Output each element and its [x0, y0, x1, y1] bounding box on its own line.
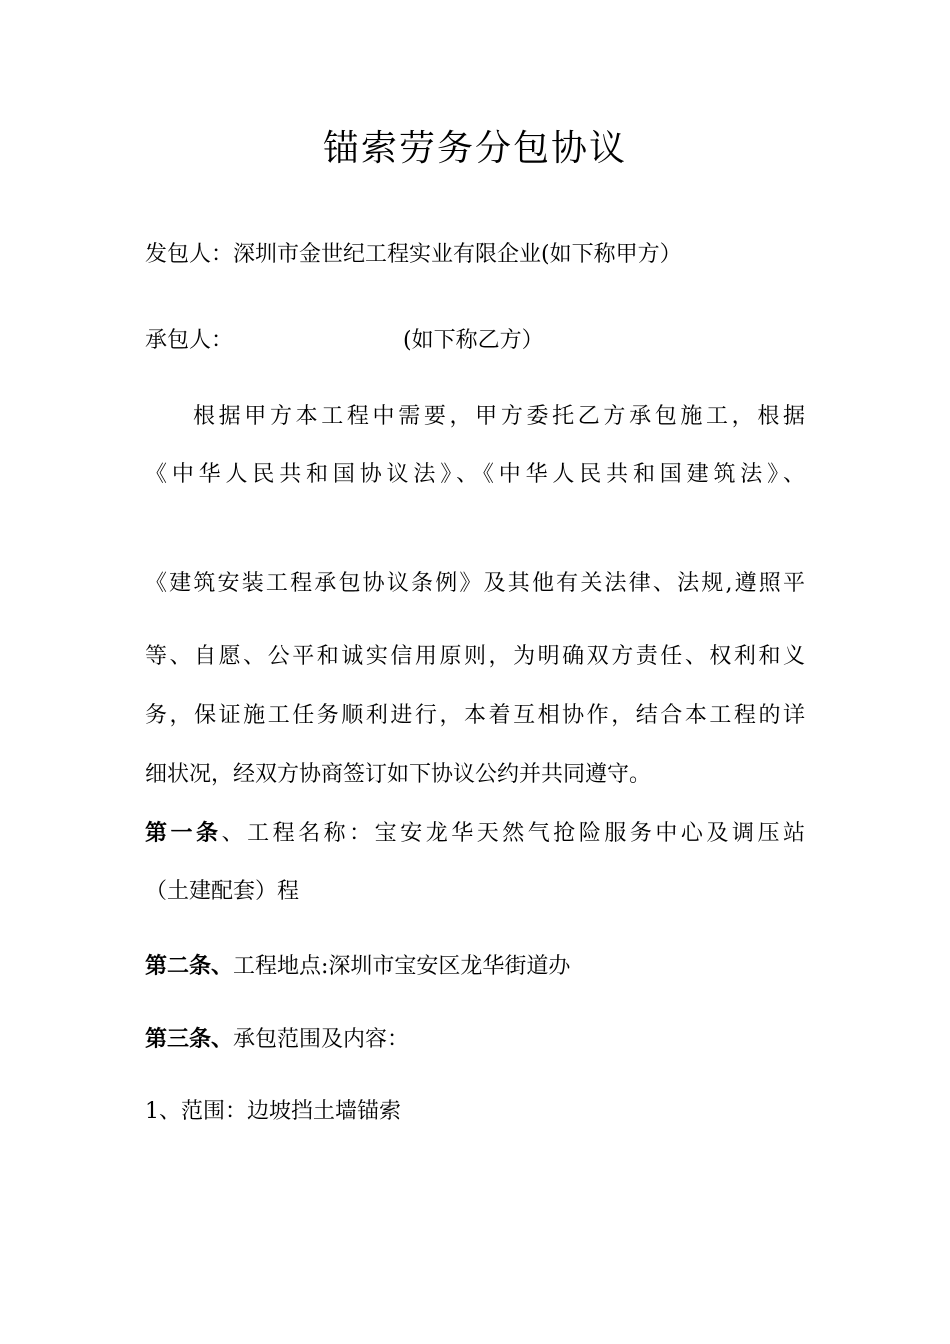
article-2-text: 工程地点:深圳市宝安区龙华街道办: [233, 954, 571, 979]
employer-label: 发包人：: [145, 242, 234, 267]
article-1-continued: （土建配套）程: [145, 879, 300, 904]
preamble-line-2: 《中华人民共和国协议法》、《中华人民共和国建筑法》、: [145, 462, 805, 487]
preamble-line-3: 《建筑安装工程承包协议条例》及其他有关法律、法规,遵照平: [145, 571, 805, 596]
article-3-text: 承包范围及内容：: [233, 1027, 410, 1052]
contractor-label: 承包人：: [145, 328, 234, 353]
article-1-label: 第一条: [145, 820, 222, 846]
article-1-sep: 、: [221, 821, 248, 846]
article-3: [145, 1024, 805, 1055]
contractor-line: [145, 326, 805, 356]
scope-item-1: 1、范围：边坡挡土墙锚索: [145, 1099, 401, 1124]
employer-line: [145, 240, 805, 270]
article-1: [145, 818, 805, 849]
preamble-line-4: 等、自愿、公平和诚实信用原则，为明确双方责任、权利和义: [145, 644, 805, 669]
employer-value: 深圳市金世纪工程实业有限企业(如下称甲方）: [233, 242, 682, 267]
article-1-text: 工程名称：宝安龙华天然气抢险服务中心及调压站: [247, 821, 805, 846]
preamble-line-6: 细状况，经双方协商签订如下协议公约并共同遵守。: [145, 762, 652, 787]
preamble-line-1: 根据甲方本工程中需要，甲方委托乙方承包施工，根据: [193, 404, 805, 429]
contractor-value: (如下称乙方）: [403, 328, 544, 353]
document-title: 锚索劳务分包协议: [322, 128, 627, 169]
article-3-label: 第三条、: [145, 1026, 234, 1052]
article-2: [145, 951, 805, 982]
preamble-line-5: 务，保证施工任务顺利进行，本着互相协作，结合本工程的详: [145, 703, 805, 728]
article-2-label: 第二条、: [145, 953, 234, 979]
